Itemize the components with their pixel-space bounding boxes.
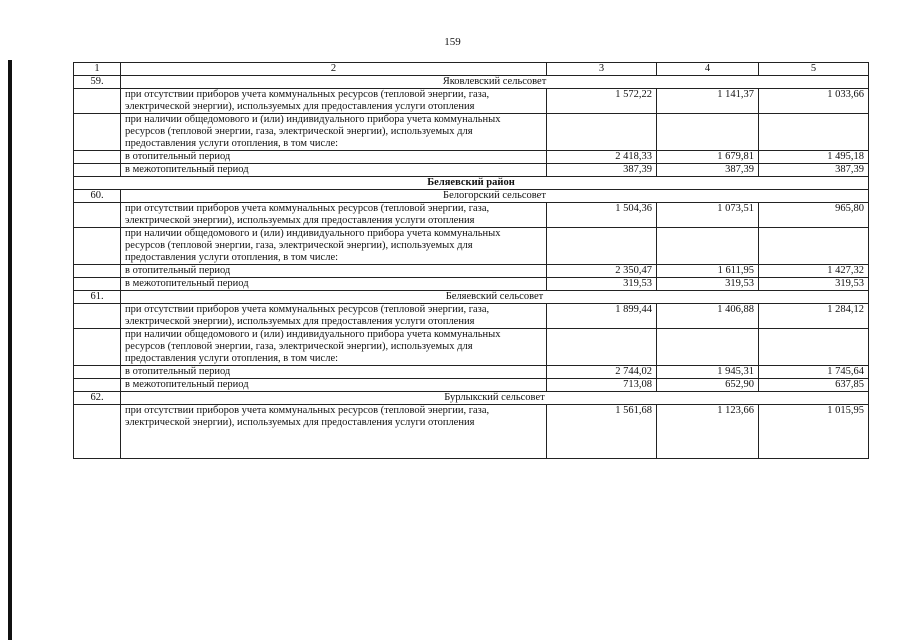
interheating-period-label: в межотопительный период — [121, 379, 547, 392]
value-cell: 387,39 — [547, 164, 657, 177]
table-row — [74, 366, 869, 379]
value-cell: 1 284,12 — [759, 304, 869, 329]
interheating-period-label: в межотопительный период — [121, 164, 547, 177]
section-row — [74, 76, 869, 89]
value-cell: 319,53 — [657, 278, 759, 291]
value-cell: 1 504,36 — [547, 203, 657, 228]
header-cell-1: 1 — [74, 63, 121, 76]
value-cell: 2 350,47 — [547, 265, 657, 278]
table-row — [74, 265, 869, 278]
section-row — [74, 190, 869, 203]
value-cell: 387,39 — [759, 164, 869, 177]
value-cell: 1 141,37 — [657, 89, 759, 114]
table-row — [74, 114, 869, 151]
table-row — [74, 203, 869, 228]
value-cell: 2 744,02 — [547, 366, 657, 379]
with-meter-description: при наличии общедомового и (или) индивидуального прибора учета коммунальных ресурсов (тепловой энергии, газа, электрической энергии), используемых для предоставления услуги отопления, в том числе: — [121, 228, 547, 265]
section-number: 61. — [74, 291, 121, 304]
interheating-period-label: в межотопительный период — [121, 278, 547, 291]
section-name: Беляевский сельсовет — [121, 291, 869, 304]
section-number: 59. — [74, 76, 121, 89]
table-row — [74, 89, 869, 114]
header-cell-2: 2 — [121, 63, 547, 76]
section-name: Белогорский сельсовет — [121, 190, 869, 203]
table-row — [74, 329, 869, 366]
header-cell-3: 3 — [547, 63, 657, 76]
value-cell: 1 561,68 — [547, 405, 657, 459]
with-meter-description: при наличии общедомового и (или) индивидуального прибора учета коммунальных ресурсов (тепловой энергии, газа, электрической энергии), используемых для предоставления услуги отопления, в том числе: — [121, 114, 547, 151]
with-meter-description: при наличии общедомового и (или) индивидуального прибора учета коммунальных ресурсов (тепловой энергии, газа, электрической энергии), используемых для предоставления услуги отопления, в том числе: — [121, 329, 547, 366]
header-cell-5: 5 — [759, 63, 869, 76]
value-cell: 713,08 — [547, 379, 657, 392]
table-row — [74, 151, 869, 164]
district-name: Беляевский район — [74, 177, 869, 190]
heating-period-label: в отопительный период — [121, 265, 547, 278]
section-number: 62. — [74, 392, 121, 405]
tariff-table — [73, 62, 869, 459]
value-cell: 1 015,95 — [759, 405, 869, 459]
scan-edge-bar — [8, 60, 12, 640]
value-cell: 2 418,33 — [547, 151, 657, 164]
table-row — [74, 405, 869, 459]
heating-period-label: в отопительный период — [121, 366, 547, 379]
value-cell: 637,85 — [759, 379, 869, 392]
value-cell: 1 495,18 — [759, 151, 869, 164]
value-cell: 1 073,51 — [657, 203, 759, 228]
value-cell: 965,80 — [759, 203, 869, 228]
table-header-row — [74, 63, 869, 76]
section-row — [74, 392, 869, 405]
table-row — [74, 228, 869, 265]
no-meter-description: при отсутствии приборов учета коммунальных ресурсов (тепловой энергии, газа, электрической энергии), используемых для предоставления услуги отопления — [121, 203, 547, 228]
value-cell: 387,39 — [657, 164, 759, 177]
district-row — [74, 177, 869, 190]
table-row — [74, 278, 869, 291]
section-name: Бурлыкский сельсовет — [121, 392, 869, 405]
value-cell: 1 406,88 — [657, 304, 759, 329]
value-cell: 1 745,64 — [759, 366, 869, 379]
no-meter-description: при отсутствии приборов учета коммунальных ресурсов (тепловой энергии, газа, электрической энергии), используемых для предоставления услуги отопления — [121, 89, 547, 114]
value-cell: 1 033,66 — [759, 89, 869, 114]
table-row — [74, 164, 869, 177]
value-cell: 319,53 — [759, 278, 869, 291]
value-cell: 1 123,66 — [657, 405, 759, 459]
table-row — [74, 304, 869, 329]
value-cell: 1 679,81 — [657, 151, 759, 164]
header-cell-4: 4 — [657, 63, 759, 76]
no-meter-description: при отсутствии приборов учета коммунальных ресурсов (тепловой энергии, газа, электрической энергии), используемых для предоставления услуги отопления — [121, 405, 547, 459]
value-cell: 1 899,44 — [547, 304, 657, 329]
value-cell: 1 945,31 — [657, 366, 759, 379]
no-meter-description: при отсутствии приборов учета коммунальных ресурсов (тепловой энергии, газа, электрической энергии), используемых для предоставления услуги отопления — [121, 304, 547, 329]
section-name: Яковлевский сельсовет — [121, 76, 869, 89]
value-cell: 1 611,95 — [657, 265, 759, 278]
section-number: 60. — [74, 190, 121, 203]
value-cell: 1 572,22 — [547, 89, 657, 114]
table-row — [74, 379, 869, 392]
value-cell: 1 427,32 — [759, 265, 869, 278]
section-row — [74, 291, 869, 304]
value-cell: 652,90 — [657, 379, 759, 392]
page-number: 159 — [444, 36, 461, 48]
heating-period-label: в отопительный период — [121, 151, 547, 164]
value-cell: 319,53 — [547, 278, 657, 291]
